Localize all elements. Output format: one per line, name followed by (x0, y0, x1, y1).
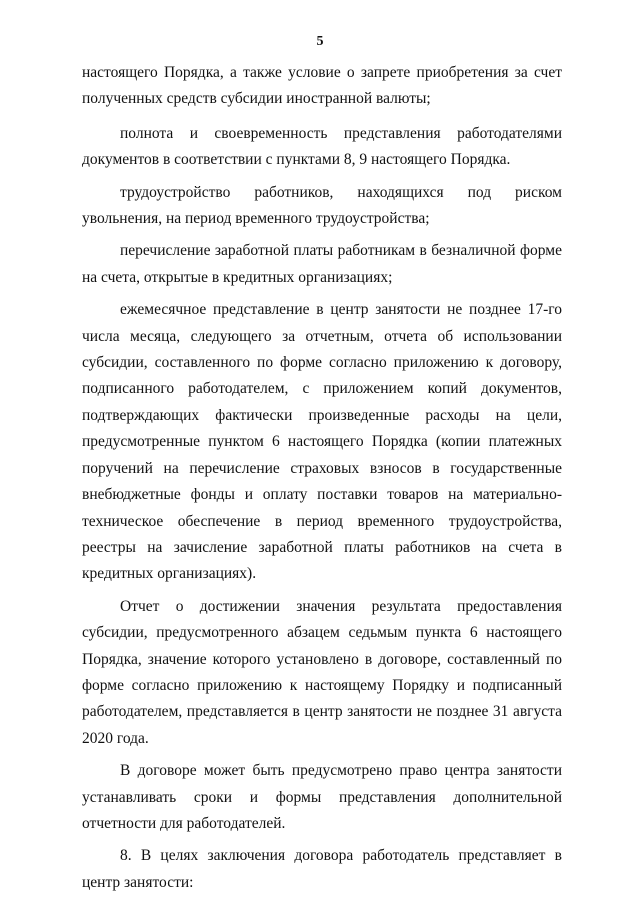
paragraph-salary-transfer: перечисление заработной платы работникам в безналичной форме на счета, открытые в кредитных организациях; (82, 242, 562, 286)
paragraph-clause-8: 8. В целях заключения договора работодатель представляет в центр занятости: (82, 847, 562, 891)
paragraph-result-report: Отчет о достижении значения результата предоставления субсидии, предусмотренного абзацем седьмым пункта 6 настоящего Порядка, значение которого установлено в договоре, составленный по форме согласно приложению к настоящему Порядку и подписанный работодателем, представляется в центр занятости не позднее 31 августа 2020 года. (82, 597, 562, 747)
paragraph-continuation: настоящего Порядка, а также условие о запрете приобретения за счет полученных средств субсидии иностранной валюты; (82, 64, 562, 108)
document-body (82, 60, 562, 902)
paragraph-completeness: полнота и своевременность представления работодателями документов в соответствии с пунктами 8, 9 настоящего Порядка. (82, 124, 562, 169)
paragraph-monthly-report: ежемесячное представление в центр занятости не позднее 17-го числа месяца, следующего за отчетным, отчета об использовании субсидии, составленного по форме согласно приложению к договору, подписанного работодателем, с приложением копий документов, подтверждающих фактически произведенные расходы на цели, предусмотренные пунктом 6 настоящего Порядка (копии платежных поручений на перечисление страховых взносов в государственные внебюджетные фонды и оплату поставки товаров на материально-техническое обеспечение в период временного трудоустройства, реестры на зачисление заработной платы работников на счета в кредитных организациях). (82, 301, 562, 583)
paragraph-additional-reporting: В договоре может быть предусмотрено право центра занятости устанавливать сроки и формы представления дополнительной отчетности для работодателей. (82, 762, 562, 832)
paragraph-employment: трудоустройство работников, находящихся под риском увольнения, на период временного трудоустройства; (82, 183, 562, 228)
page-number: 5 (316, 34, 324, 49)
